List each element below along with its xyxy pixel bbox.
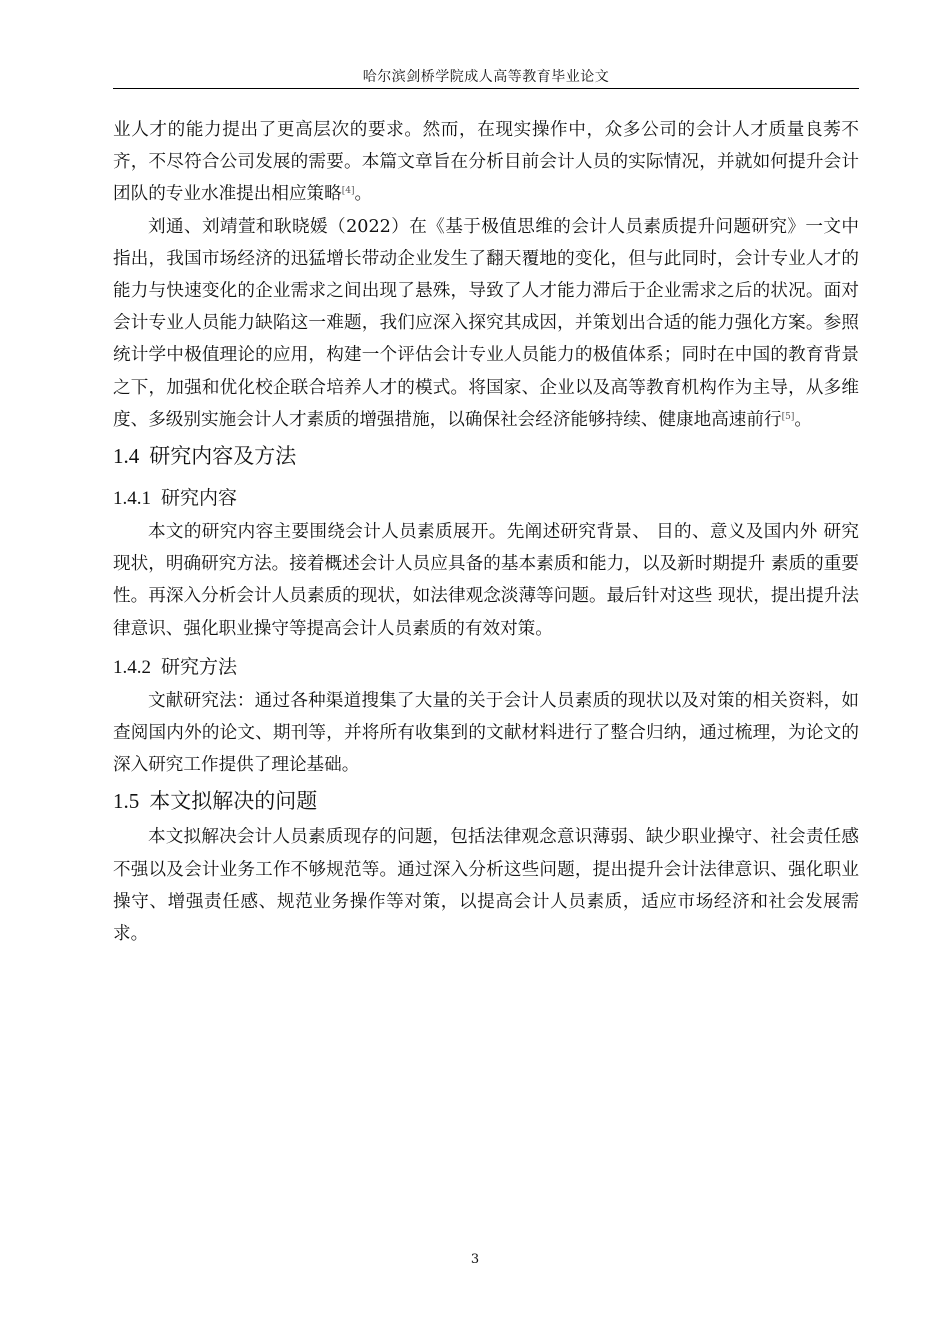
page-number: 3 (470, 1252, 480, 1267)
body-paragraph (113, 114, 859, 211)
subsection-title: 研究方法 (161, 655, 238, 678)
section-title: 本文拟解决的问题 (149, 789, 318, 814)
subsection-number: 1.4.1 (113, 488, 151, 510)
section-number: 1.5 (113, 789, 140, 814)
header-divider (113, 88, 859, 89)
body-paragraph: 本文的研究内容主要围绕会计人员素质展开。先阐述研究背景、 目的、意义及国内外 研究现状，明确研究方法。接着概述会计人员应具备的基本素质和能力，以及新时期提升 素质的重要性。再深入分析会计人员素质的现状，如法律观念淡薄等问题。最后针对这些 现状，提出提升法律意识、强化职业操守等提高会计人员素质的有效对策。 (113, 522, 859, 639)
paragraph-text: 业人才的能力提出了更高层次的要求。然而，在现实操作中，众多公司的会计人才质量良莠不齐，不尽符合公司发展的需要。本篇文章旨在分析目前会计人员的实际情况，并就如何提升会计团队的专业水准提出相应策略 (113, 120, 859, 205)
section-heading (113, 781, 859, 821)
section-title: 研究内容及方法 (149, 444, 297, 469)
section-number: 1.4 (113, 444, 140, 469)
body-paragraph: 本文拟解决会计人员素质现存的问题，包括法律观念意识薄弱、缺少职业操守、社会责任感不强以及会计业务工作不够规范等。通过深入分析这些问题，提出提升会计法律意识、强化职业操守、增强责任感、规范业务操作等对策，以提高会计人员素质，适应市场经济和社会发展需求。 (113, 827, 859, 945)
body-paragraph (113, 211, 859, 436)
subsection-number: 1.4.2 (113, 656, 151, 678)
paragraph-text: 刘通、刘靖萱和耿晓媛（2022）在《基于极值思维的会计人员素质提升问题研究》一文中指出，我国市场经济的迅猛增长带动企业发生了翻天覆地的变化，但与此同时，会计专业人才的能力与快速变化的企业需求之间出现了悬殊，导致了人才能力滞后于企业需求之后的状况。面对会计专业人员能力缺陷这一难题，我们应深入探究其成因，并策划出合适的能力强化方案。参照统计学中极值理论的应用，构建一个评估会计专业人员能力的极值体系；同时在中国的教育背景之下，加强和优化校企联合培养人才的模式。将国家、企业以及高等教育机构作为主导，从多维度、多级别实施会计人才素质的增强措施，以确保社会经济能够持续、健康地高速前行 (113, 216, 859, 430)
subsection-heading (113, 476, 859, 516)
subsection-heading (113, 645, 859, 685)
citation-ref: [4] (341, 186, 355, 197)
body-paragraph: 文献研究法：通过各种渠道搜集了大量的关于会计人员素质的现状以及对策的相关资料，如查阅国内外的论文、期刊等，并将所有收集到的文献材料进行了整合归纳，通过梳理，为论文的深入研究工作提供了理论基础。 (113, 690, 859, 776)
paragraph-tail: 。 (354, 184, 373, 205)
section-heading (113, 436, 859, 476)
page-body (113, 114, 859, 950)
subsection-title: 研究内容 (161, 487, 238, 510)
running-header: 哈尔滨剑桥学院成人高等教育毕业论文 (362, 69, 610, 85)
paragraph-tail: 。 (794, 409, 812, 430)
citation-ref: [5] (781, 411, 795, 422)
